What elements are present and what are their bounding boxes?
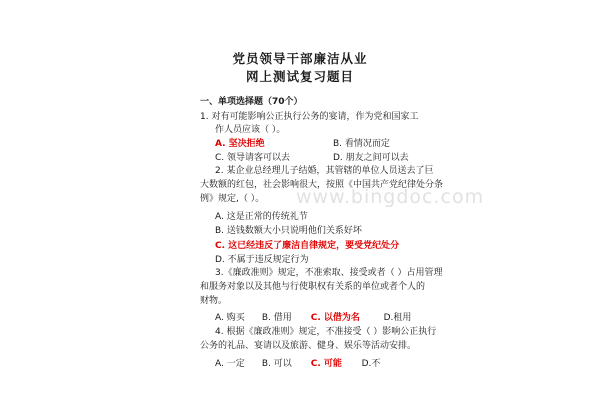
q2-option-b: B. 送钱数额大小只说明他们关系好坏	[215, 226, 362, 236]
q3-option-d: D.租用	[383, 313, 412, 323]
document-title: 党员领导干部廉洁从业	[232, 51, 368, 66]
q1-stem-line2: 作人员应该（ ）。	[215, 125, 286, 135]
watermark: www.bingdoc.com	[296, 186, 485, 208]
q4-option-c: C. 可能	[310, 359, 342, 369]
q1-option-b: B. 看情况而定	[333, 139, 390, 149]
q3-option-b: B. 借用	[261, 313, 292, 323]
q4-options-row	[215, 357, 447, 371]
q1-option-c: C. 领导请客可以去	[215, 153, 291, 163]
q3-option-a: A. 购买	[215, 313, 245, 323]
section-heading: 一、单项选择题（70个）	[200, 97, 303, 107]
q4-option-a: A. 一定	[215, 359, 245, 369]
q3-stem-line3: 财物。	[200, 296, 228, 306]
q4-option-b: B. 可以	[261, 359, 292, 369]
q1-options-row2	[215, 151, 447, 165]
q2-stem-line1: 2. 某企业总经理儿子结婚，其管辖的单位人员送去了巨	[215, 166, 434, 176]
q3-stem-line2: 和服务对象以及其他与行使职权有关系的单位或者个人的	[200, 282, 426, 292]
q1-stem-line1: 1. 对有可能影响公正执行公务的宴请，作为党和国家工	[200, 112, 419, 122]
q1-options-row1	[215, 137, 447, 151]
q2-stem-line2: 大数额的红包，社会影响很大，按照《中国共产党纪律处分条	[200, 180, 444, 190]
q2-option-d: D. 不属于违反规定行为	[215, 255, 309, 265]
q1-option-a: A. 坚决拒绝	[215, 139, 265, 149]
q2-option-c: C. 这已经违反了廉洁自律规定，要受党纪处分	[215, 241, 400, 251]
q4-option-d: D.不	[361, 359, 381, 369]
q4-stem-line2: 公务的礼品、宴请以及旅游、健身、娱乐等活动安排。	[200, 341, 417, 351]
q2-stem-line3: 例》规定,（ ）。	[200, 194, 265, 204]
q3-options-row	[215, 311, 447, 325]
q3-stem-line1: 3.《廉政准则》规定，不准索取、接受或者（ ）占用管理	[215, 268, 443, 278]
q3-option-c: C. 以借为名	[310, 313, 360, 323]
q2-option-a: A. 这是正常的传统礼节	[215, 212, 308, 222]
q4-stem-line1: 4. 根据《廉政准则》规定，不准接受（ ）影响公正执行	[215, 327, 437, 337]
q1-option-d: D. 朋友之间可以去	[333, 153, 409, 163]
document-subtitle: 网上测试复习题目	[245, 69, 354, 84]
